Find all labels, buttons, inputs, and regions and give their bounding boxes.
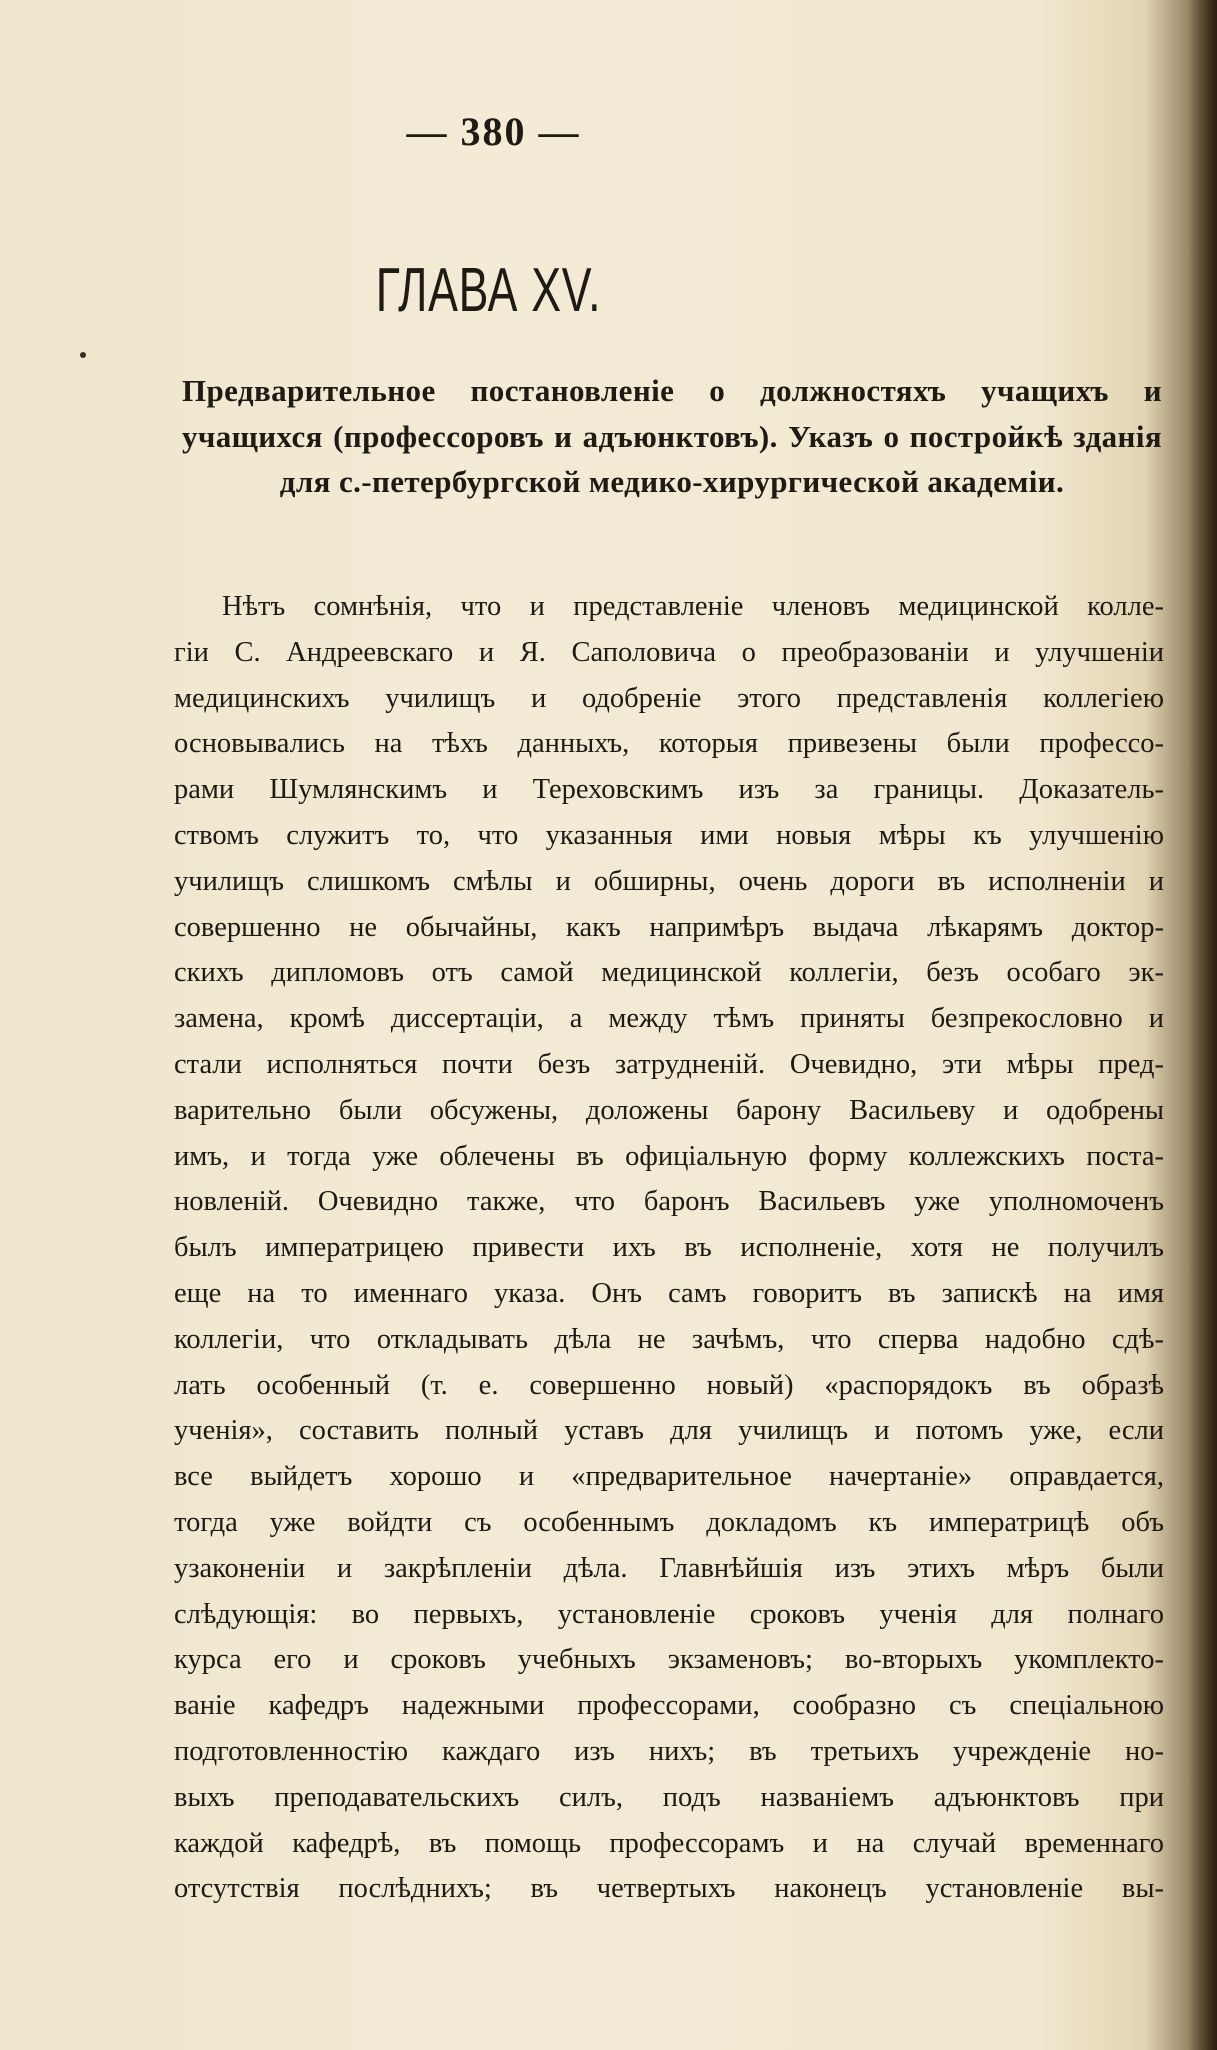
- body-line: узаконеніи и закрѣпленіи дѣла. Главнѣйшія изъ этихъ мѣръ были: [174, 1552, 1164, 1584]
- body-line: ученія», составить полный уставъ для училищъ и потомъ уже, если: [174, 1415, 1164, 1447]
- body-line: стали исполняться почти безъ затрудненій. Очевидно, эти мѣры пред-: [174, 1048, 1164, 1080]
- body-line: новленій. Очевидно также, что баронъ Васильевъ уже уполномоченъ: [174, 1186, 1164, 1218]
- body-text: [174, 584, 1164, 1912]
- body-line: курса его и сроковъ учебныхъ экзаменовъ; во-вторыхъ укомплекто-: [174, 1644, 1164, 1676]
- body-line: Нѣтъ сомнѣнія, что и представленіе членовъ медицинской колле-: [222, 591, 1164, 622]
- body-line: еще на то именнаго указа. Онъ самъ говоритъ въ запискѣ на имя: [174, 1277, 1164, 1309]
- book-spine-shadow: [1189, 0, 1217, 2050]
- body-line: ваніе кафедръ надежными профессорами, сообразно съ спеціальною: [174, 1690, 1164, 1722]
- chapter-title: ГЛАВА XV.: [375, 256, 602, 325]
- body-line: варительно были обсужены, доложены барону Васильеву и одобрены: [174, 1094, 1164, 1126]
- body-line: каждой кафедрѣ, въ помощь профессорамъ и на случай временнаго: [174, 1827, 1164, 1859]
- body-line: имъ, и тогда уже облечены въ офиціальную форму коллежскихъ поста-: [174, 1140, 1164, 1172]
- body-line: лать особенный (т. е. совершенно новый) «распорядокъ въ образѣ: [174, 1369, 1164, 1401]
- body-line: слѣдующія: во первыхъ, установленіе сроковъ ученія для полнаго: [174, 1598, 1164, 1630]
- body-line: основывались на тѣхъ данныхъ, которыя привезены были профессо-: [174, 728, 1164, 760]
- ink-speck: [80, 352, 86, 358]
- body-line: выхъ преподавательскихъ силъ, подъ названіемъ адъюнктовъ при: [174, 1781, 1164, 1813]
- chapter-subtitle: Предварительное постановленіе о должностяхъ учащихъ и учащихся (профессоровъ и адъюнктовъ). Указъ о постройкѣ зданія для с.-петербургской медико-хирургической академіи.: [182, 373, 1162, 499]
- body-line: подготовленностію каждаго изъ нихъ; въ третьихъ учрежденіе но-: [174, 1735, 1164, 1767]
- body-line: медицинскихъ училищъ и одобреніе этого представленія коллегіею: [174, 682, 1164, 714]
- body-line: замена, кромѣ диссертаціи, а между тѣмъ приняты безпрекословно и: [174, 1003, 1164, 1035]
- body-line: тогда уже войдти съ особеннымъ докладомъ къ императрицѣ объ: [174, 1506, 1164, 1538]
- body-line: совершенно не обычайны, какъ напримѣръ выдача лѣкарямъ доктор-: [174, 911, 1164, 943]
- body-line: коллегіи, что откладывать дѣла не зачѣмъ, что сперва надобно сдѣ-: [174, 1323, 1164, 1355]
- body-line: училищъ слишкомъ смѣлы и обширны, очень дороги въ исполненіи и: [174, 865, 1164, 897]
- body-line: отсутствія послѣднихъ; въ четвертыхъ наконецъ установленіе вы-: [174, 1873, 1164, 1905]
- body-line: скихъ дипломовъ отъ самой медицинской коллегіи, безъ особаго эк-: [174, 957, 1164, 989]
- body-line: былъ императрицею привести ихъ въ исполненіе, хотя не получилъ: [174, 1232, 1164, 1264]
- body-line: все выйдетъ хорошо и «предварительное начертаніе» оправдается,: [174, 1461, 1164, 1493]
- page-number: — 380 —: [406, 109, 581, 154]
- body-line: ствомъ служитъ то, что указанныя ими новыя мѣры къ улучшенію: [174, 819, 1164, 851]
- body-line: рами Шумлянскимъ и Тереховскимъ изъ за границы. Доказатель-: [174, 774, 1164, 806]
- body-line: гіи С. Андреевскаго и Я. Саполовича о преобразованіи и улучшеніи: [174, 636, 1164, 668]
